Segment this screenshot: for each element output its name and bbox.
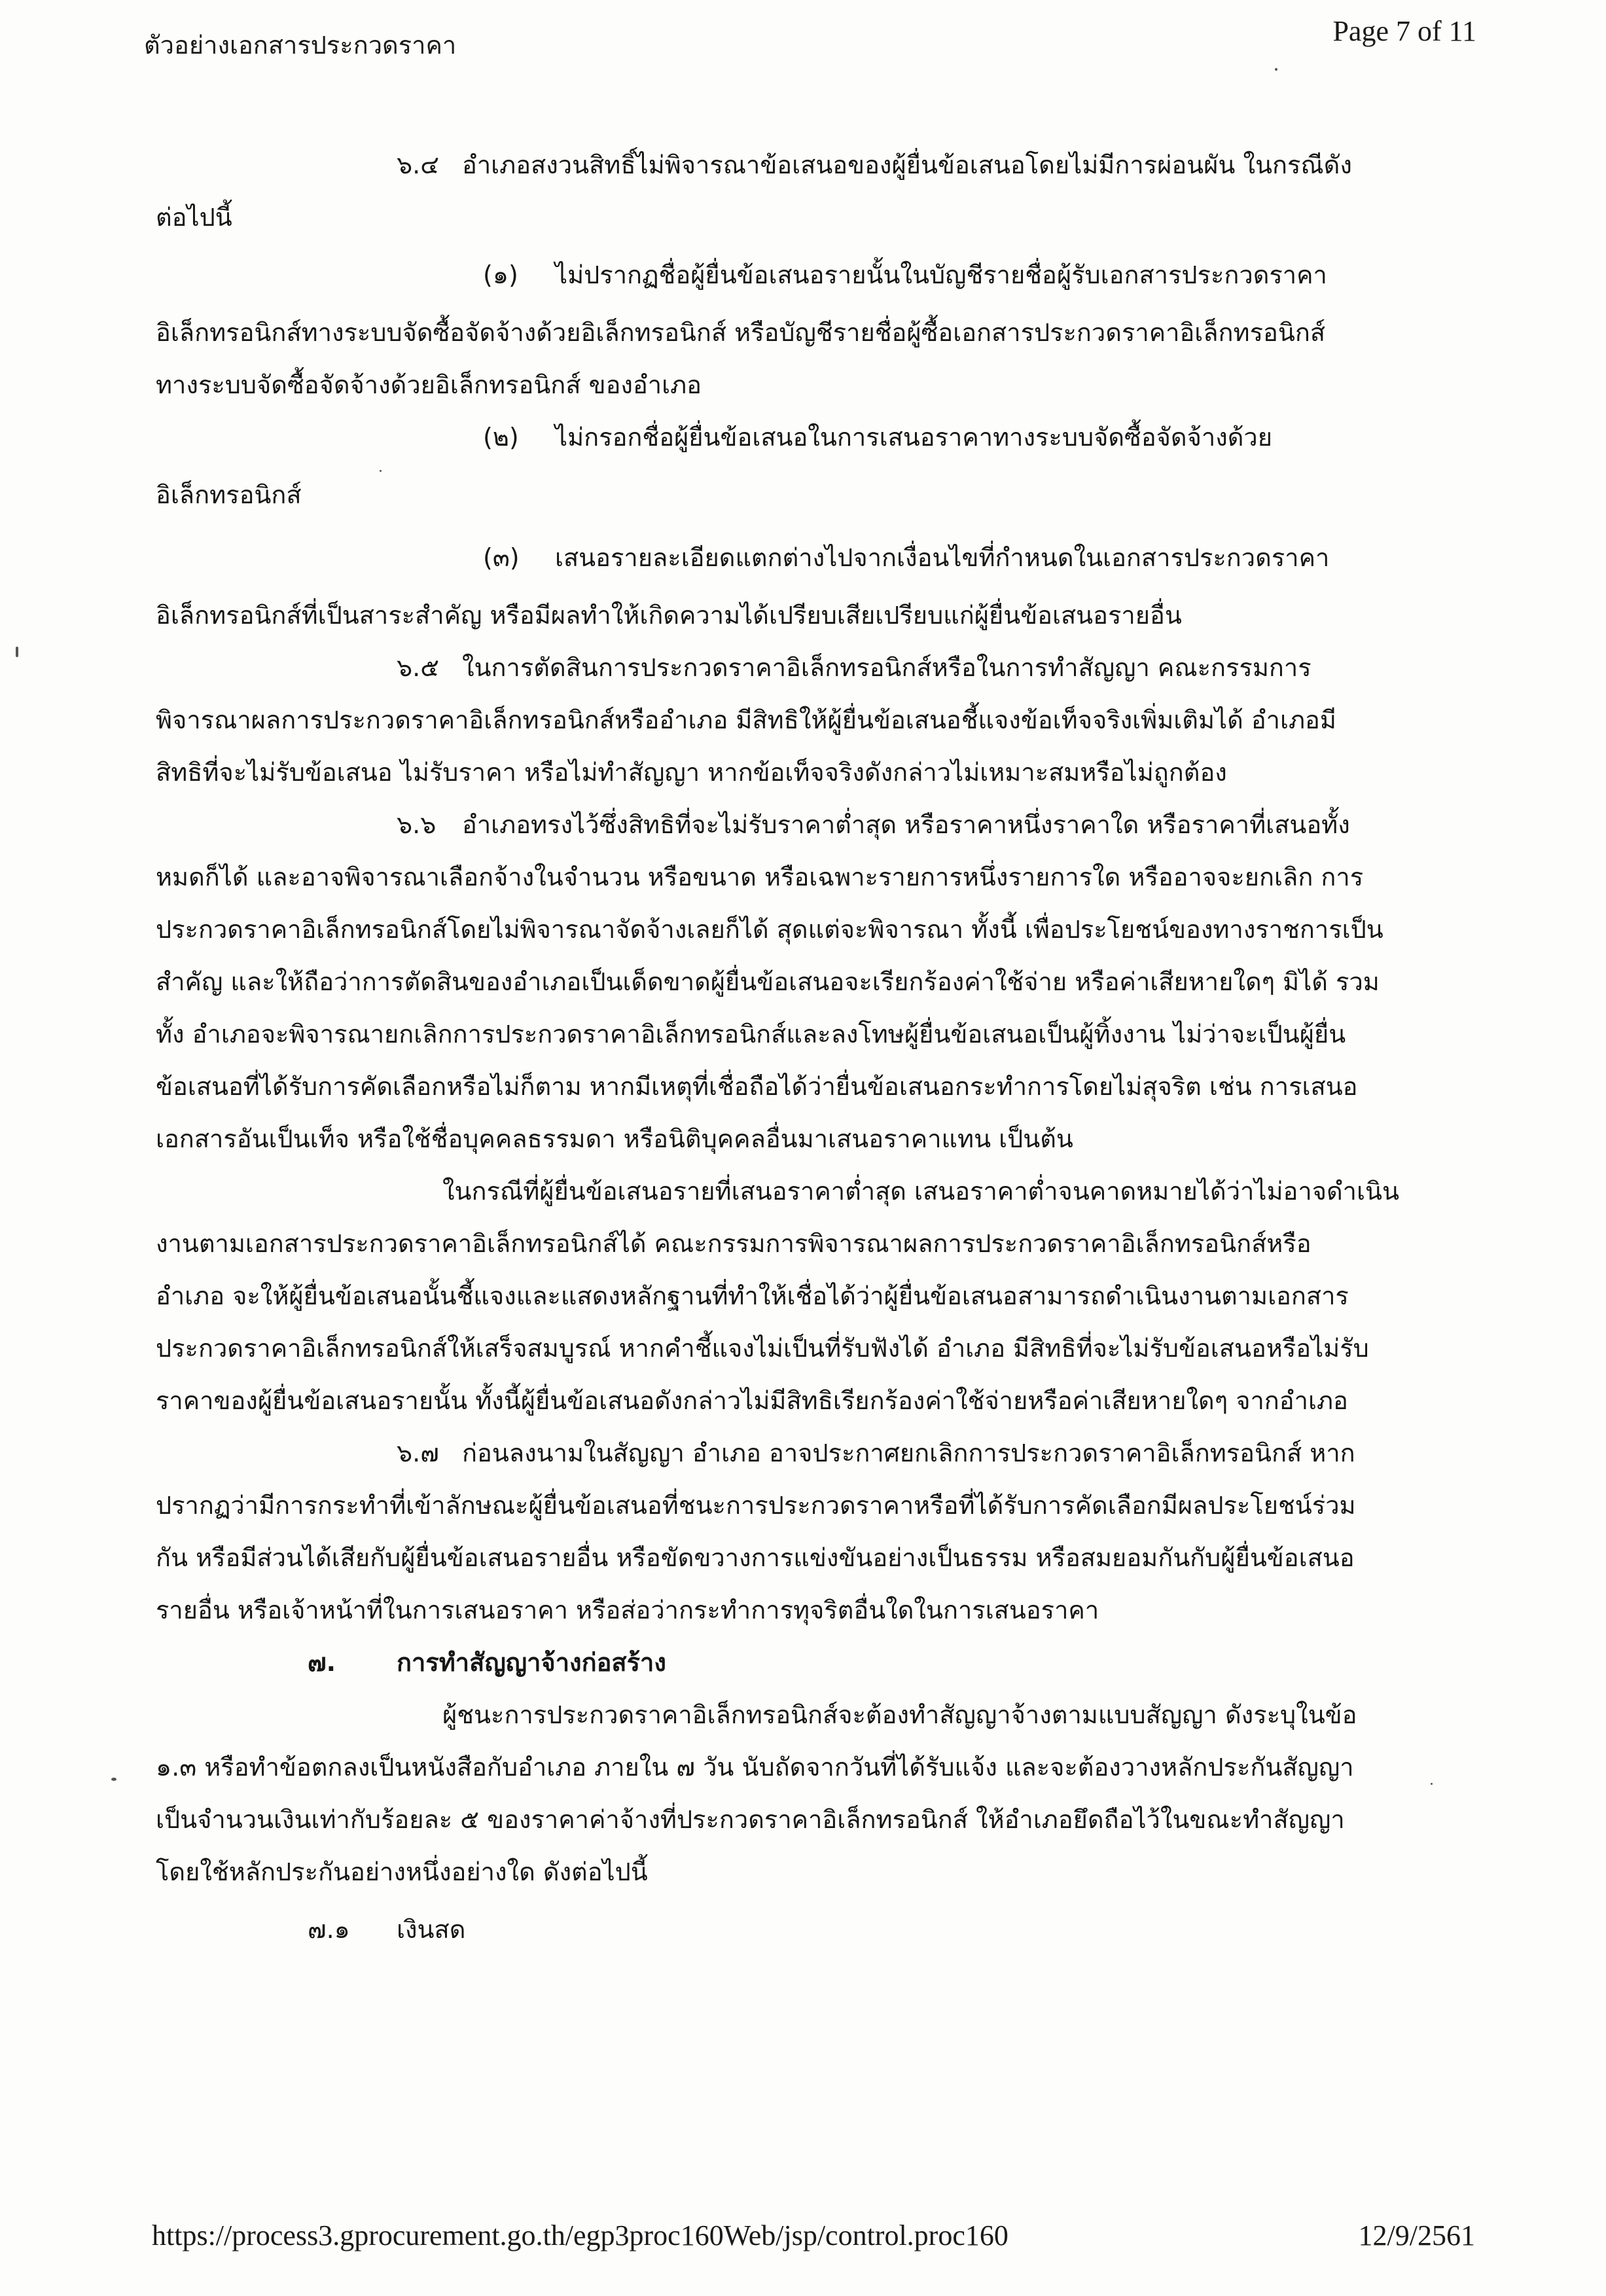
scan-speck (1275, 68, 1277, 71)
page-number: Page 7 of 11 (1332, 15, 1476, 47)
sub-item-2 (156, 411, 1438, 463)
clause-text: อำเภอสงวนสิทธิ์ไม่พิจารณาข้อเสนอของผู้ยื่นข้อเสนอโดยไม่มีการผ่อนผัน ในกรณีดัง (462, 151, 1352, 179)
clause-6-5 (156, 641, 1438, 694)
sub-item-1-line: อิเล็กทรอนิกส์ทางระบบจัดซื้อจัดจ้างด้วยอิเล็กทรอนิกส์ หรือบัญชีรายชื่อผู้ซื้อเอกสารประกวดราคาอิเล็กทรอนิกส์ (156, 318, 1326, 347)
section-7-heading (156, 1636, 1438, 1689)
clause-text: เงินสด (397, 1915, 466, 1944)
sub-item-text: เสนอรายละเอียดแตกต่างไปจากเงื่อนไขที่กำหนดในเอกสารประกวดราคา (555, 543, 1330, 572)
document-body (156, 139, 1438, 1961)
clause-text: อำเภอทรงไว้ซึ่งสิทธิที่จะไม่รับราคาต่ำสุด หรือราคาหนึ่งราคาใด หรือราคาที่เสนอทั้ง (462, 810, 1350, 839)
section-title: การทำสัญญาจ้างก่อสร้าง (397, 1648, 666, 1677)
clause-6-7-line: กัน หรือมีส่วนได้เสียกับผู้ยื่นข้อเสนอรายอื่น หรือขัดขวางการแข่งขันอย่างเป็นธรรม หรือสมยอมกันกับผู้ยื่นข้อเสนอ (156, 1543, 1355, 1572)
clause-number: ๖.๗ (397, 1439, 439, 1467)
clause-6-7 (156, 1427, 1438, 1479)
clause-6-6-line: ประกวดราคาอิเล็กทรอนิกส์โดยไม่พิจารณาจัดจ้างเลยก็ได้ สุดแต่จะพิจารณา ทั้งนี้ เพื่อประโยชน์ของทางราชการเป็น (156, 915, 1383, 944)
clause-6-6-line: ทั้ง อำเภอจะพิจารณายกเลิกการประกวดราคาอิเล็กทรอนิกส์และลงโทษผู้ยื่นข้อเสนอเป็นผู้ทิ้งงาน ไม่ว่าจะเป็นผู้ยื่น (156, 1020, 1346, 1049)
clause-text: ก่อนลงนามในสัญญา อำเภอ อาจประกาศยกเลิกการประกวดราคาอิเล็กทรอนิกส์ หาก (462, 1439, 1355, 1467)
clause-text: ในการตัดสินการประกวดราคาอิเล็กทรอนิกส์หรือในการทำสัญญา คณะกรรมการ (462, 653, 1312, 682)
sub-item-text: ไม่ปรากฏชื่อผู้ยื่นข้อเสนอรายนั้นในบัญชีรายชื่อผู้รับเอกสารประกวดราคา (555, 260, 1327, 289)
section-7-line: โดยใช้หลักประกันอย่างหนึ่งอย่างใด ดังต่อไปนี้ (156, 1857, 648, 1886)
clause-7-1 (156, 1898, 1438, 1961)
clause-6-6-line: ข้อเสนอที่ได้รับการคัดเลือกหรือไม่ก็ตาม หากมีเหตุที่เชื่อถือได้ว่ายื่นข้อเสนอกระทำการโดยไม่สุจริต เช่น การเสนอ (156, 1072, 1358, 1101)
clause-number: ๗.๑ (308, 1915, 350, 1944)
clause-6-6-line: สำคัญ และให้ถือว่าการตัดสินของอำเภอเป็นเด็ดขาดผู้ยื่นข้อเสนอจะเรียกร้องค่าใช้จ่าย หรือค่าเสียหายใดๆ มิได้ รวม (156, 967, 1380, 996)
clause-6-4-continued: ต่อไปนี้ (156, 203, 232, 232)
section-7-line: ๑.๓ หรือทำข้อตกลงเป็นหนังสือกับอำเภอ ภายใน ๗ วัน นับถัดจากวันที่ได้รับแจ้ง และจะต้องวางหลักประกันสัญญา (156, 1753, 1354, 1782)
clause-number: ๖.๕ (397, 653, 439, 682)
clause-6-6-para2-line: อำเภอ จะให้ผู้ยื่นข้อเสนอนั้นชี้แจงและแสดงหลักฐานที่ทำให้เชื่อได้ว่าผู้ยื่นข้อเสนอสามารถดำเนินงานตามเอกสาร (156, 1282, 1349, 1310)
section-number: ๗. (308, 1648, 336, 1677)
clause-6-5-line: สิทธิที่จะไม่รับข้อเสนอ ไม่รับราคา หรือไม่ทำสัญญา หากข้อเท็จจริงดังกล่าวไม่เหมาะสมหรือไม่ถูกต้อง (156, 758, 1227, 787)
sub-item-3 (156, 526, 1438, 589)
sub-item-number: (๒) (483, 423, 519, 452)
document-header-title: ตัวอย่างเอกสารประกวดราคา (144, 31, 457, 60)
section-7-text: ผู้ชนะการประกวดราคาอิเล็กทรอนิกส์จะต้องทำสัญญาจ้างตามแบบสัญญา ดังระบุในข้อ (442, 1700, 1357, 1729)
clause-number: ๖.๖ (397, 810, 437, 839)
clause-6-7-line: ปรากฏว่ามีการกระทำที่เข้าลักษณะผู้ยื่นข้อเสนอที่ชนะการประกวดราคาหรือที่ได้รับการคัดเลือกมีผลประโยชน์ร่วม (156, 1491, 1356, 1520)
scan-speck (1431, 1783, 1433, 1785)
clause-6-6-para2-line: ประกวดราคาอิเล็กทรอนิกส์ให้เสร็จสมบูรณ์ หากคำชี้แจงไม่เป็นที่รับฟังได้ อำเภอ มีสิทธิที่จะไม่รับข้อเสนอหรือไม่รับ (156, 1334, 1369, 1363)
footer-date: 12/9/2561 (1358, 2219, 1475, 2251)
clause-6-6-line: เอกสารอันเป็นเท็จ หรือใช้ชื่อบุคคลธรรมดา หรือนิติบุคคลอื่นมาเสนอราคาแทน เป็นต้น (156, 1124, 1073, 1153)
clause-6-6-para2-line: ราคาของผู้ยื่นข้อเสนอรายนั้น ทั้งนี้ผู้ยื่นข้อเสนอดังกล่าวไม่มีสิทธิเรียกร้องค่าใช้จ่ายหรือค่าเสียหายใดๆ จากอำเภอ (156, 1386, 1348, 1415)
footer-url: https://process3.gprocurement.go.th/egp3proc160Web/jsp/control.proc160 (152, 2219, 1008, 2251)
sub-item-text: ไม่กรอกชื่อผู้ยื่นข้อเสนอในการเสนอราคาทางระบบจัดซื้อจัดจ้างด้วย (555, 423, 1273, 452)
sub-item-1 (156, 243, 1438, 306)
clause-6-4 (156, 139, 1438, 191)
scan-speck (16, 647, 18, 657)
sub-item-1-line: ทางระบบจัดซื้อจัดจ้างด้วยอิเล็กทรอนิกส์ ของอำเภอ (156, 370, 702, 399)
scan-speck (111, 1778, 116, 1781)
section-7-line: เป็นจำนวนเงินเท่ากับร้อยละ ๕ ของราคาค่าจ้างที่ประกวดราคาอิเล็กทรอนิกส์ ให้อำเภอยึดถือไว้ในขณะทำสัญญา (156, 1805, 1345, 1834)
clause-6-6-line: หมดก็ได้ และอาจพิจารณาเลือกจ้างในจำนวน หรือขนาด หรือเฉพาะรายการหนึ่งรายการใด หรืออาจจะยกเลิก การ (156, 863, 1364, 891)
sub-item-2-line: อิเล็กทรอนิกส์ (156, 480, 302, 509)
scan-speck (380, 470, 382, 472)
sub-item-3-line: อิเล็กทรอนิกส์ที่เป็นสาระสำคัญ หรือมีผลทำให้เกิดความได้เปรียบเสียเปรียบแก่ผู้ยื่นข้อเสนอรายอื่น (156, 601, 1182, 630)
clause-6-7-line: รายอื่น หรือเจ้าหน้าที่ในการเสนอราคา หรือส่อว่ากระทำการทุจริตอื่นใดในการเสนอราคา (156, 1596, 1099, 1624)
clause-6-6-para2: ในกรณีที่ผู้ยื่นข้อเสนอรายที่เสนอราคาต่ำสุด เสนอราคาต่ำจนคาดหมายได้ว่าไม่อาจดำเนิน (442, 1177, 1399, 1206)
sub-item-number: (๑) (483, 260, 518, 289)
clause-number: ๖.๔ (397, 151, 439, 179)
clause-6-5-line: พิจารณาผลการประกวดราคาอิเล็กทรอนิกส์หรืออำเภอ มีสิทธิให้ผู้ยื่นข้อเสนอชี้แจงข้อเท็จจริงเพิ่มเติมได้ อำเภอมี (156, 706, 1336, 734)
sub-item-number: (๓) (483, 543, 520, 572)
clause-6-6-para2-line: งานตามเอกสารประกวดราคาอิเล็กทรอนิกส์ได้ คณะกรรมการพิจารณาผลการประกวดราคาอิเล็กทรอนิกส์หรือ (156, 1229, 1312, 1258)
clause-6-6 (156, 798, 1438, 851)
